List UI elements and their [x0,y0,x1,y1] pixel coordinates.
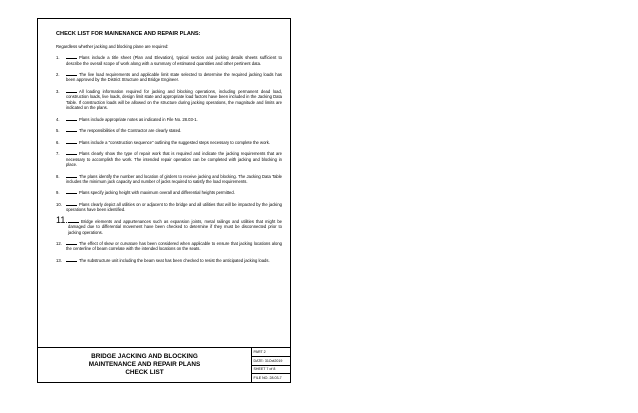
check-blank [66,261,77,262]
check-blank [66,58,77,59]
item-text: The substructure unit including the beam seat has been checked to resist the anticipated jacking loads. [79,257,270,263]
check-blank [66,131,77,132]
check-blank [66,143,77,144]
checklist-item [56,89,282,110]
checklist-item [56,202,282,213]
item-text: The live load requirements and applicable limit state selected to determine the required jacking loads has been approved by the District Structure and Bridge Engineer. [66,72,282,83]
item-number: 12. [56,241,62,247]
check-blank [66,75,77,76]
check-blank [66,92,77,93]
item-number: 10. [56,202,62,208]
item-number: 5. [56,128,60,134]
title-line: CHECK LIST [125,369,164,376]
checklist [56,55,282,263]
sheet-label: SHEET 7 of 8 [252,366,290,375]
item-number: 1. [56,55,60,61]
title-line: BRIDGE JACKING AND BLOCKING [91,353,198,360]
item-text: The plans identify the number and location of girders to receive jacking and blocking. The Jacking Data Table includes the minimum jack capacity and number of jacks required to satisfy the load requirements. [66,173,282,184]
item-text: Plans include appropriate notes as indicated in File No. 28.03-1. [79,116,198,122]
checklist-item [56,241,282,252]
item-number: 3. [56,89,60,95]
item-text: Bridge elements and appurtenances such as expansion joints, metal railings and utilities that might be damaged due to differential movement have been checked to determine if they must be disconnected prior to jacking operations. [68,218,282,235]
item-text: Plans include a title sheet (Plan and Elevation), typical section and jacking details sheets sufficient to describe the overall scope of work along with a summary of estimated quantities and other pertinent data. [66,55,282,66]
info-cell [252,348,290,382]
date-label: DATE: 31Oct2019 [252,357,290,366]
item-text: The effect of skew or curvature has been considered when applicable to ensure that jacking locations along the centerline of beam correlate with the intended locations on the seats. [66,241,282,252]
checklist-item [56,140,282,145]
check-blank [66,205,77,206]
checklist-item [56,174,282,185]
item-number: 6. [56,139,60,145]
item-number: 2. [56,72,60,78]
item-number: 4. [56,116,60,122]
item-text: Plans clearly show the type of repair work that is required and indicate the jacking requirements that are necessary to accomplish the work. The intended repair operation can be completed with jacking and blocking in place. [66,151,282,167]
checklist-item [56,117,282,122]
file-number-label: FILE NO. 28.03-7 [253,376,282,381]
checklist-item [56,258,282,263]
document-sheet [37,18,291,383]
checklist-intro: Regardless whether jacking and blocking plane are required: [56,44,169,49]
check-blank [66,120,77,121]
check-blank [66,193,77,194]
title-block [38,347,290,382]
checklist-heading: CHECK LIST FOR MAINENANCE AND REPAIR PLANS: [56,31,201,37]
checklist-content [56,31,282,270]
item-text: Plans include a "construction sequence" outlining the suggested steps necessary to complete the work. [79,139,271,145]
checklist-item [56,215,282,235]
item-number: 9. [56,190,60,196]
check-blank [66,154,77,155]
check-blank [66,244,77,245]
item-number: 8. [56,173,60,179]
checklist-item [56,72,282,83]
item-number: 7. [56,151,60,157]
check-blank [66,177,77,178]
item-text: Plans specify jacking height with maximum overall and differential heights permitted. [79,190,235,196]
item-number: 11. [56,215,68,226]
item-text: The responsibilities of the Contractor are clearly stated. [79,128,182,134]
checklist-item [56,190,282,195]
part-label: PART 2 [252,348,290,357]
item-text: Plans clearly depict all utilities on or adjacent to the bridge and all utilities that will be impacted by the jacking operations have been identified. [66,202,282,213]
title-cell [38,348,252,382]
checklist-item [56,151,282,167]
check-blank [68,222,79,223]
item-number: 13. [56,257,62,263]
checklist-item [56,55,282,66]
checklist-item [56,128,282,133]
item-text: All loading information required for jacking and blocking operations, including permanent dead load, construction loads, live loads, design limit state and appropriate load factors have been included in the Jacking Data Table. If construction loads will be allowed on the structure during jacking operations, the magnitude and limits are indicated on the plans. [66,89,282,110]
title-line: MAINTENANCE AND REPAIR PLANS [88,361,201,368]
